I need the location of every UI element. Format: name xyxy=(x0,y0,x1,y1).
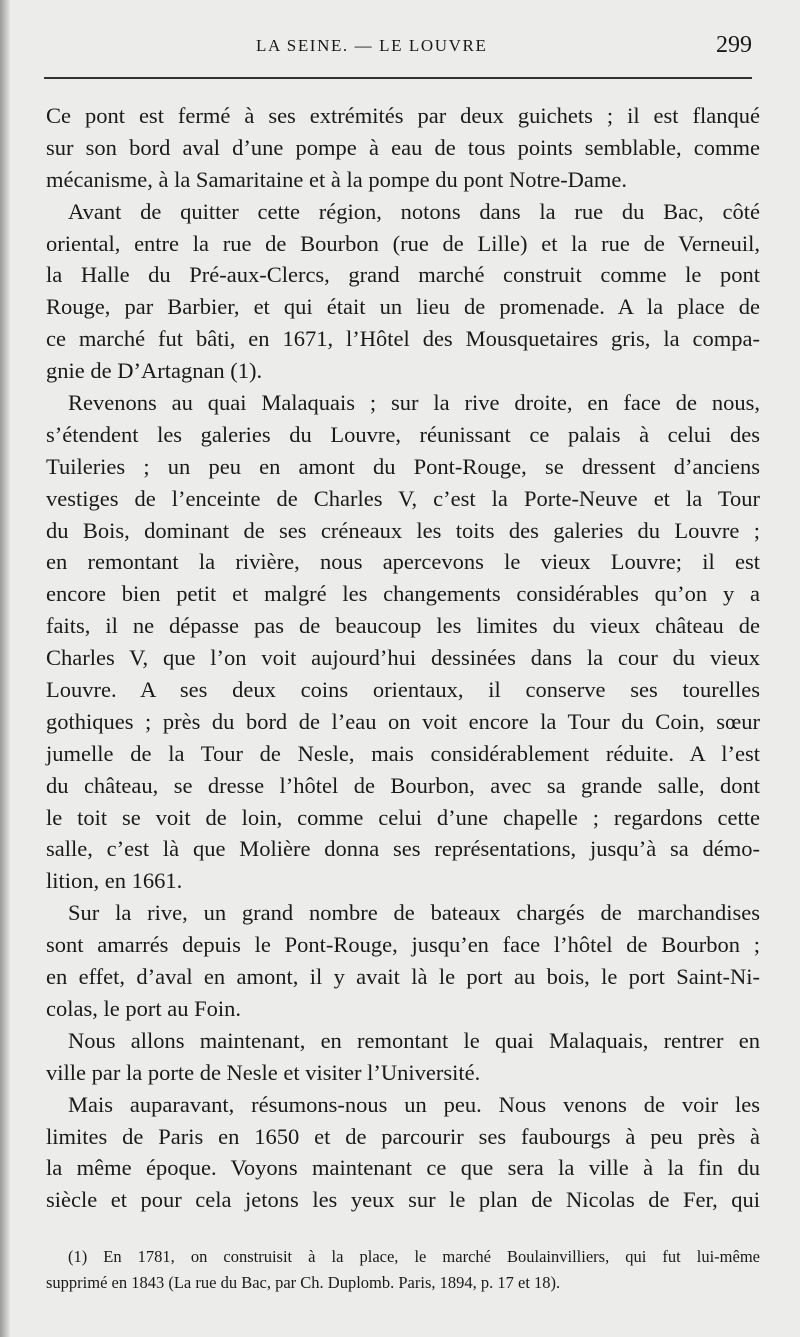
text-line: la même époque. Voyons maintenant ce que sera la ville à la fin du xyxy=(46,1155,760,1181)
text-line: colas, le port au Foin. xyxy=(46,995,241,1021)
text-line: sont amarrés depuis le Pont-Rouge, jusqu’en face l’hôtel de Bourbon ; xyxy=(46,932,760,958)
footnote-line: supprimé en 1843 (La rue du Bac, par Ch. Duplomb. Paris, 1894, p. 17 et 18). xyxy=(46,1273,561,1292)
text-line: Tuileries ; un peu en amont du Pont-Rouge, se dressent d’anciens xyxy=(46,453,760,479)
text-line: du château, se dresse l’hôtel de Bourbon, avec sa grande salle, dont xyxy=(46,772,760,798)
text-line: sur son bord aval d’une pompe à eau de tous points semblable, comme xyxy=(46,134,760,160)
text-line: Rouge, par Barbier, et qui était un lieu de promenade. A la place de xyxy=(46,294,760,320)
text-line: gnie de D’Artagnan (1). xyxy=(46,358,263,384)
text-line: s’étendent les galeries du Louvre, réunissant ce palais à celui des xyxy=(46,421,760,447)
text-line: en remontant la rivière, nous apercevons le vieux Louvre; il est xyxy=(46,549,760,575)
header-rule xyxy=(44,77,752,79)
text-line: le toit se voit de loin, comme celui d’une chapelle ; regardons cette xyxy=(46,804,760,830)
text-line: faits, il ne dépasse pas de beaucoup les limites du vieux château de xyxy=(46,613,760,639)
text-line: vestiges de l’enceinte de Charles V, c’est la Porte-Neuve et la Tour xyxy=(46,485,760,511)
text-line: ce marché fut bâti, en 1671, l’Hôtel des Mousquetaires gris, la compa- xyxy=(46,326,760,352)
text-line: la Halle du Pré-aux-Clercs, grand marché construit comme le pont xyxy=(46,262,760,288)
text-line: Revenons au quai Malaquais ; sur la rive droite, en face de nous, xyxy=(68,390,760,416)
text-line: limites de Paris en 1650 et de parcourir ses faubourgs à peu près à xyxy=(46,1123,760,1149)
text-line: salle, c’est là que Molière donna ses représentations, jusqu’à sa démo- xyxy=(46,836,760,862)
text-line: lition, en 1661. xyxy=(46,868,183,894)
footnotes xyxy=(46,1244,760,1296)
text-line: mécanisme, à la Samaritaine et à la pompe du pont Notre-Dame. xyxy=(46,166,628,192)
text-line: Charles V, que l’on voit aujourd’hui dessinées dans la cour du vieux xyxy=(46,645,760,671)
running-head xyxy=(46,34,754,64)
footnote-line: (1) En 1781, on construisit à la place, le marché Boulainvilliers, qui fut lui-même xyxy=(68,1247,760,1266)
text-line: Nous allons maintenant, en remontant le quai Malaquais, rentrer en xyxy=(68,1027,760,1053)
text-line: Louvre. A ses deux coins orientaux, il conserve ses tourelles xyxy=(46,677,760,703)
text-line: Ce pont est fermé à ses extrémités par deux guichets ; il est flanqué xyxy=(46,103,760,128)
text-line: jumelle de la Tour de Nesle, mais considérablement réduite. A l’est xyxy=(46,740,760,766)
text-line: Sur la rive, un grand nombre de bateaux chargés de marchandises xyxy=(68,900,760,926)
text-line: encore bien petit et malgré les changements considérables qu’on y a xyxy=(46,581,760,607)
text-line: en effet, d’aval en amont, il y avait là le port au bois, le port Saint-Ni- xyxy=(46,964,760,990)
text-line: ville par la porte de Nesle et visiter l’Université. xyxy=(46,1059,481,1085)
text-line: Mais auparavant, résumons-nous un peu. Nous venons de voir les xyxy=(68,1091,760,1117)
text-line: oriental, entre la rue de Bourbon (rue de Lille) et la rue de Verneuil, xyxy=(46,230,760,256)
body-text xyxy=(46,100,760,1216)
text-line: siècle et pour cela jetons les yeux sur le plan de Nicolas de Fer, qui xyxy=(46,1187,760,1213)
text-line: Avant de quitter cette région, notons dans la rue du Bac, côté xyxy=(68,198,760,224)
running-title: LA SEINE. — LE LOUVRE xyxy=(256,36,488,55)
text-line: du Bois, dominant de ses créneaux les toits des galeries du Louvre ; xyxy=(46,517,760,543)
text-line: gothiques ; près du bord de l’eau on voit encore la Tour du Coin, sœur xyxy=(46,708,760,734)
page-number: 299 xyxy=(716,32,752,58)
